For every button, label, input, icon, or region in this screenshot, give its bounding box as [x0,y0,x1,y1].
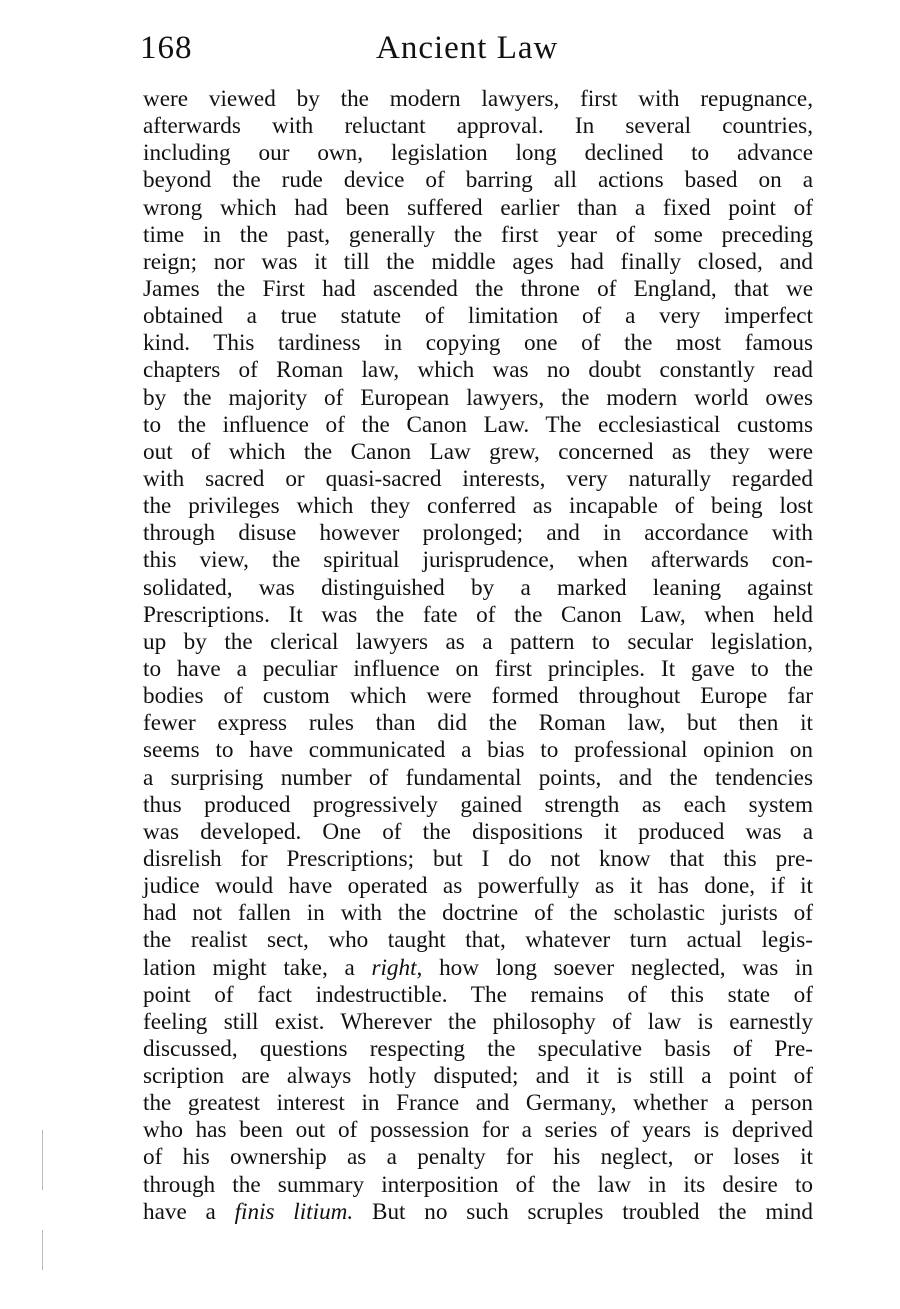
text-line: time in the past, generally the first year of some preceding [143,221,813,248]
text-line: out of which the Canon Law grew, concerned as they were [143,438,813,465]
text-line: discussed, questions respecting the speculative basis of Pre- [143,1035,813,1062]
line-text-before: lation might take, a [143,954,372,981]
line-text-before: have a [143,1198,235,1225]
text-line: judice would have operated as powerfully as it has done, if it [143,873,813,900]
text-line: up by the clerical lawyers as a pattern to secular legislation, [143,628,813,655]
text-line: thus produced progressively gained strength as each system [143,791,813,818]
text-line: bodies of custom which were formed throughout Europe far [143,683,813,710]
scan-speck [42,1130,43,1190]
text-line: of his ownership as a penalty for his neglect, or loses it [143,1144,813,1171]
text-line: the privileges which they conferred as incapable of being lost [143,493,813,520]
text-line: to have a peculiar influence on first principles. It gave to the [143,655,813,682]
line-text-after: But no such scruples troubled the mind [353,1198,813,1225]
text-line: through the summary interposition of the law in its desire to [143,1171,813,1198]
text-line: had not fallen in with the doctrine of the scholastic jurists of [143,900,813,927]
text-line: chapters of Roman law, which was no doubt constantly read [143,357,813,384]
text-line-with-italic [143,1199,813,1226]
text-line: the greatest interest in France and Germany, whether a person [143,1090,813,1117]
text-line: scription are always hotly disputed; and it is still a point of [143,1063,813,1090]
text-line: disrelish for Prescriptions; but I do not know that this pre- [143,845,813,872]
text-line: solidated, was distinguished by a marked leaning against [143,574,813,601]
text-line: through disuse however prolonged; and in accordance with [143,520,813,547]
text-line: wrong which had been suffered earlier than a fixed point of [143,194,813,221]
text-line: the realist sect, who taught that, whatever turn actual legis- [143,927,813,954]
line-text-after: how long soever neglected, was in [422,954,813,981]
text-line: this view, the spiritual jurisprudence, when afterwards con- [143,547,813,574]
running-head: Ancient Law [376,30,559,66]
page-header [140,28,820,72]
text-line: Prescriptions. It was the fate of the Canon Law, when held [143,601,813,628]
italic-term-finis-litium: finis litium. [234,1198,354,1225]
page-number: 168 [140,30,193,66]
text-line: point of fact indestructible. The remains of this state of [143,981,813,1008]
text-line: with sacred or quasi-sacred interests, very naturally regarded [143,465,813,492]
text-line: by the majority of European lawyers, the modern world owes [143,384,813,411]
text-line: feeling still exist. Wherever the philosophy of law is earnestly [143,1008,813,1035]
text-line-with-italic [143,955,813,982]
text-line: beyond the rude device of barring all actions based on a [143,167,813,194]
scan-speck [42,1230,43,1270]
text-line: afterwards with reluctant approval. In several countries, [143,113,813,140]
text-line: fewer express rules than did the Roman law, but then it [143,710,813,737]
italic-term-right: right, [371,954,423,981]
text-line: a surprising number of fundamental points, and the tendencies [143,764,813,791]
text-line: reign; nor was it till the middle ages had finally closed, and [143,248,813,275]
text-line: James the First had ascended the throne of England, that we [143,275,813,302]
text-line: was developed. One of the dispositions it produced was a [143,818,813,845]
text-line: were viewed by the modern lawyers, first with repugnance, [143,86,813,112]
text-line: to the influence of the Canon Law. The ecclesiastical customs [143,411,813,438]
text-line: including our own, legislation long declined to advance [143,140,813,167]
text-line: kind. This tardiness in copying one of the most famous [143,330,813,357]
text-line: seems to have communicated a bias to professional opinion on [143,737,813,764]
body-text [143,86,813,1226]
text-line: who has been out of possession for a series of years is deprived [143,1117,813,1144]
text-line: obtained a true statute of limitation of a very imperfect [143,303,813,330]
